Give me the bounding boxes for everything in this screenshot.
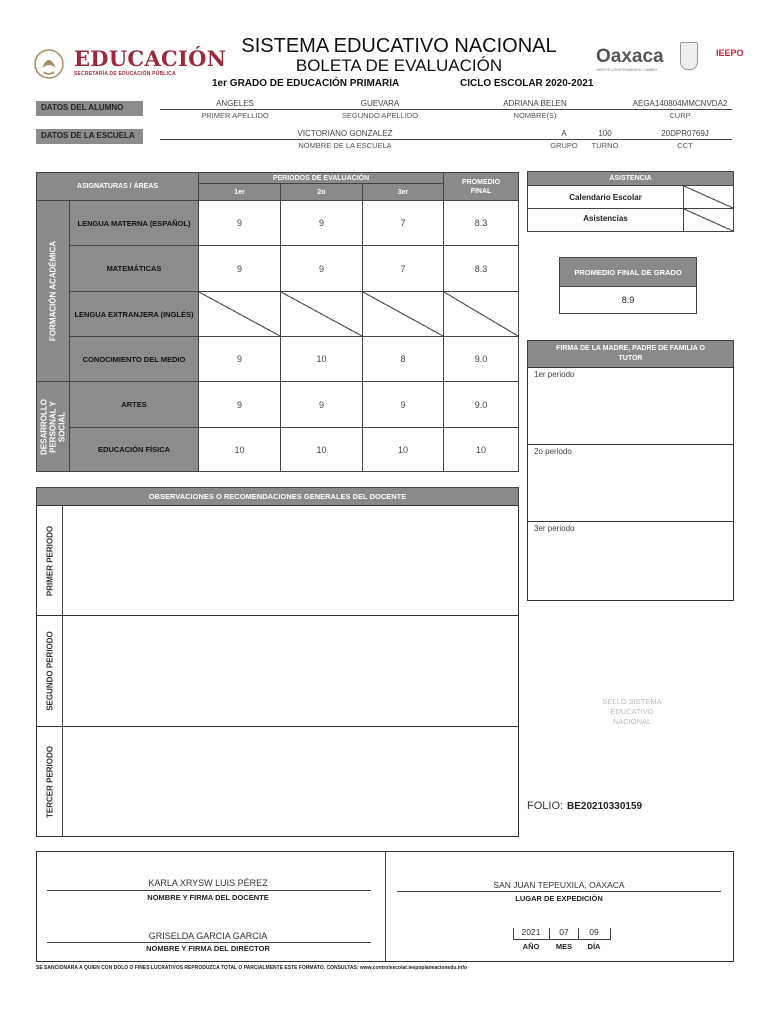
day-label: DÍA <box>587 942 601 951</box>
subjects-header: ASIGNATURAS / ÁREAS <box>36 172 199 201</box>
disclaimer: SE SANCIONARÁ A QUIEN CON DOLO O FINES LUCRATIVOS REPRODUZCA TOTAL O PARCIALMENTE ESTE FORMATO. CONSULTAS: www.controlescolar.ieepoplaneacionedu.info <box>36 965 467 971</box>
area-personal-label: DESARROLLO PERSONAL Y SOCIAL <box>39 398 67 455</box>
signature-period-2-label: 2o periodo <box>534 447 572 456</box>
oaxaca-tagline: JUNTOS CONSTRUIMOS EL CAMBIO <box>596 68 658 72</box>
area-academic <box>36 200 70 382</box>
period-grade-cell: 9 <box>362 381 444 428</box>
signature-period-3-label: 3er periodo <box>534 524 575 533</box>
school-section-label: DATOS DE LA ESCUELA <box>36 129 143 144</box>
period-grade-cell: 10 <box>280 427 363 472</box>
area-academic-label: FORMACIÓN ACADÉMICA <box>48 240 58 342</box>
obs-p3-label: TERCER PERIODO <box>45 745 54 818</box>
subject-cell: EDUCACIÓN FÍSICA <box>69 427 199 472</box>
shift-value: 100 <box>598 129 612 138</box>
period-3-header: 3er <box>362 183 444 201</box>
final-grade-cell: 10 <box>443 427 519 472</box>
obs-p3-side <box>37 727 63 836</box>
school-underline <box>160 139 732 140</box>
subject-cell: LENGUA MATERNA (ESPAÑOL) <box>69 200 199 246</box>
teacher-label: NOMBRE Y FIRMA DEL DOCENTE <box>147 893 269 902</box>
period-2-header: 2o <box>280 183 363 201</box>
teacher-line <box>47 890 371 891</box>
curp-value: AEGA140804MMCNVDA2 <box>632 99 728 108</box>
period-grade-cell: 9 <box>280 245 363 292</box>
date-box <box>513 926 611 940</box>
final-grade-cell: 9.0 <box>443 336 519 382</box>
subject-cell: MATEMÁTICAS <box>69 245 199 292</box>
names-value: ADRIANA BELEN <box>503 99 567 108</box>
ieepo-logo: IEEPO <box>716 48 744 58</box>
footer-divider <box>385 852 386 961</box>
observations-period-2 <box>36 615 519 727</box>
month-label: MES <box>555 942 573 951</box>
state-shield-icon <box>680 42 698 70</box>
final-grade-cell: 8.3 <box>443 245 519 292</box>
official-seal-placeholder: SELLO SISTEMA EDUCATIVO NACIONAL <box>602 697 662 726</box>
group-label: GRUPO <box>550 141 578 150</box>
period-grade-cell: 10 <box>362 427 444 472</box>
sep-logo <box>34 44 227 84</box>
oaxaca-text: Oaxaca <box>596 46 664 67</box>
subject-cell: ARTES <box>69 381 199 428</box>
period-grade-cell: 10 <box>198 427 281 472</box>
period-1-header: 1er <box>198 183 281 201</box>
first-surname-label: PRIMER APELLIDO <box>201 111 269 120</box>
teacher-name: KARLA XRYSW LUIS PÉREZ <box>148 878 268 888</box>
date-tick-left <box>513 928 514 940</box>
final-grade-header: PROMEDIO FINAL DE GRADO <box>559 257 697 287</box>
observations-period-3 <box>36 726 519 837</box>
final-grade-cell: 8.3 <box>443 200 519 246</box>
subject-cell: LENGUA EXTRANJERA (INGLÉS) <box>69 291 199 337</box>
final-grade-cell: 9.0 <box>443 381 519 428</box>
footer-box <box>36 851 734 962</box>
logo-subtitle: SECRETARÍA DE EDUCACIÓN PÚBLICA <box>74 71 176 77</box>
logo-title: EDUCACIÓN <box>74 46 227 71</box>
signature-period-1 <box>527 367 734 445</box>
student-section-label: DATOS DEL ALUMNO <box>36 101 143 116</box>
curp-label: CURP <box>669 111 691 120</box>
shift-label: TURNO <box>591 141 619 150</box>
period-grade-cell: 9 <box>198 245 281 292</box>
final-header: PROMEDIO FINAL <box>443 172 519 201</box>
date-day: 09 <box>589 927 599 937</box>
obs-p2-side <box>37 616 63 726</box>
period-grade-cell: 8 <box>362 336 444 382</box>
signature-period-3 <box>527 521 734 601</box>
group-value: A <box>561 129 567 138</box>
eagle-emblem-icon <box>34 46 64 82</box>
date-tick-2 <box>578 928 579 940</box>
parent-signature-header: FIRMA DE LA MADRE, PADRE DE FAMILIA O TUTOR <box>527 340 734 368</box>
period-grade-cell <box>280 291 363 337</box>
school-cycle: CICLO ESCOLAR 2020-2021 <box>460 78 594 89</box>
student-underline <box>160 109 732 110</box>
area-personal <box>36 381 70 472</box>
director-name: GRISELDA GARCIA GARCIA <box>148 931 268 941</box>
second-surname-value: GUEVARA <box>360 99 400 108</box>
period-grade-cell: 10 <box>280 336 363 382</box>
cct-label: CCT <box>677 141 693 150</box>
date-month: 07 <box>559 927 569 937</box>
director-label: NOMBRE Y FIRMA DEL DIRECTOR <box>146 944 270 953</box>
folio-label: FOLIO: <box>527 800 564 812</box>
date-tick-1 <box>549 928 550 940</box>
period-grade-cell <box>362 291 444 337</box>
period-grade-cell: 9 <box>198 200 281 246</box>
school-name-label: NOMBRE DE LA ESCUELA <box>298 141 392 150</box>
signature-period-2 <box>527 444 734 522</box>
folio-value: BE20210330159 <box>567 801 643 812</box>
observations-period-1 <box>36 505 519 616</box>
period-grade-cell: 9 <box>198 336 281 382</box>
date-tick-right <box>610 928 611 940</box>
director-line <box>47 942 371 943</box>
subject-cell: CONOCIMIENTO DEL MEDIO <box>69 336 199 382</box>
period-grade-cell: 7 <box>362 200 444 246</box>
calendar-value <box>683 185 734 209</box>
second-surname-label: SEGUNDO APELLIDO <box>341 111 419 120</box>
attendance-header: ASISTENCIA <box>527 171 734 186</box>
period-grade-cell: 9 <box>198 381 281 428</box>
place-line <box>397 891 721 892</box>
period-grade-cell <box>198 291 281 337</box>
obs-p2-label: SEGUNDO PERIODO <box>45 631 54 711</box>
final-grade-cell <box>443 291 519 337</box>
grades-table <box>36 172 519 472</box>
signature-period-1-label: 1er periodo <box>534 370 575 379</box>
periods-header: PERIODOS DE EVALUACIÓN <box>198 172 444 184</box>
attendances-label: Asistencias <box>527 208 684 232</box>
oaxaca-logo <box>596 46 672 74</box>
obs-p1-label: PRIMER PERIODO <box>45 525 54 596</box>
final-grade-value: 8.9 <box>559 286 697 314</box>
school-name-value: VICTORIANO GONZALEZ <box>297 129 393 138</box>
attendances-value <box>683 208 734 232</box>
observations-header: OBSERVACIONES O RECOMENDACIONES GENERALES DEL DOCENTE <box>36 487 519 506</box>
names-label: NOMBRE(S) <box>513 111 557 120</box>
cct-value: 20DPR0769J <box>661 129 709 138</box>
attendance-table <box>527 171 734 239</box>
first-surname-value: ANGELES <box>216 99 254 108</box>
obs-p1-side <box>37 506 63 615</box>
place-value: SAN JUAN TEPEUXILA, OAXACA <box>493 880 625 890</box>
page-title: SISTEMA EDUCATIVO NACIONAL <box>241 35 557 57</box>
period-grade-cell: 9 <box>280 381 363 428</box>
year-label: AÑO <box>522 942 540 951</box>
place-label: LUGAR DE EXPEDICIÓN <box>515 894 603 903</box>
calendar-label: Calendario Escolar <box>527 185 684 209</box>
period-grade-cell: 7 <box>362 245 444 292</box>
period-grade-cell: 9 <box>280 200 363 246</box>
grade-level: 1er GRADO DE EDUCACIÓN PRIMARIA <box>212 78 400 89</box>
page-subtitle: BOLETA DE EVALUACIÓN <box>295 56 503 75</box>
date-year: 2021 <box>521 927 541 937</box>
